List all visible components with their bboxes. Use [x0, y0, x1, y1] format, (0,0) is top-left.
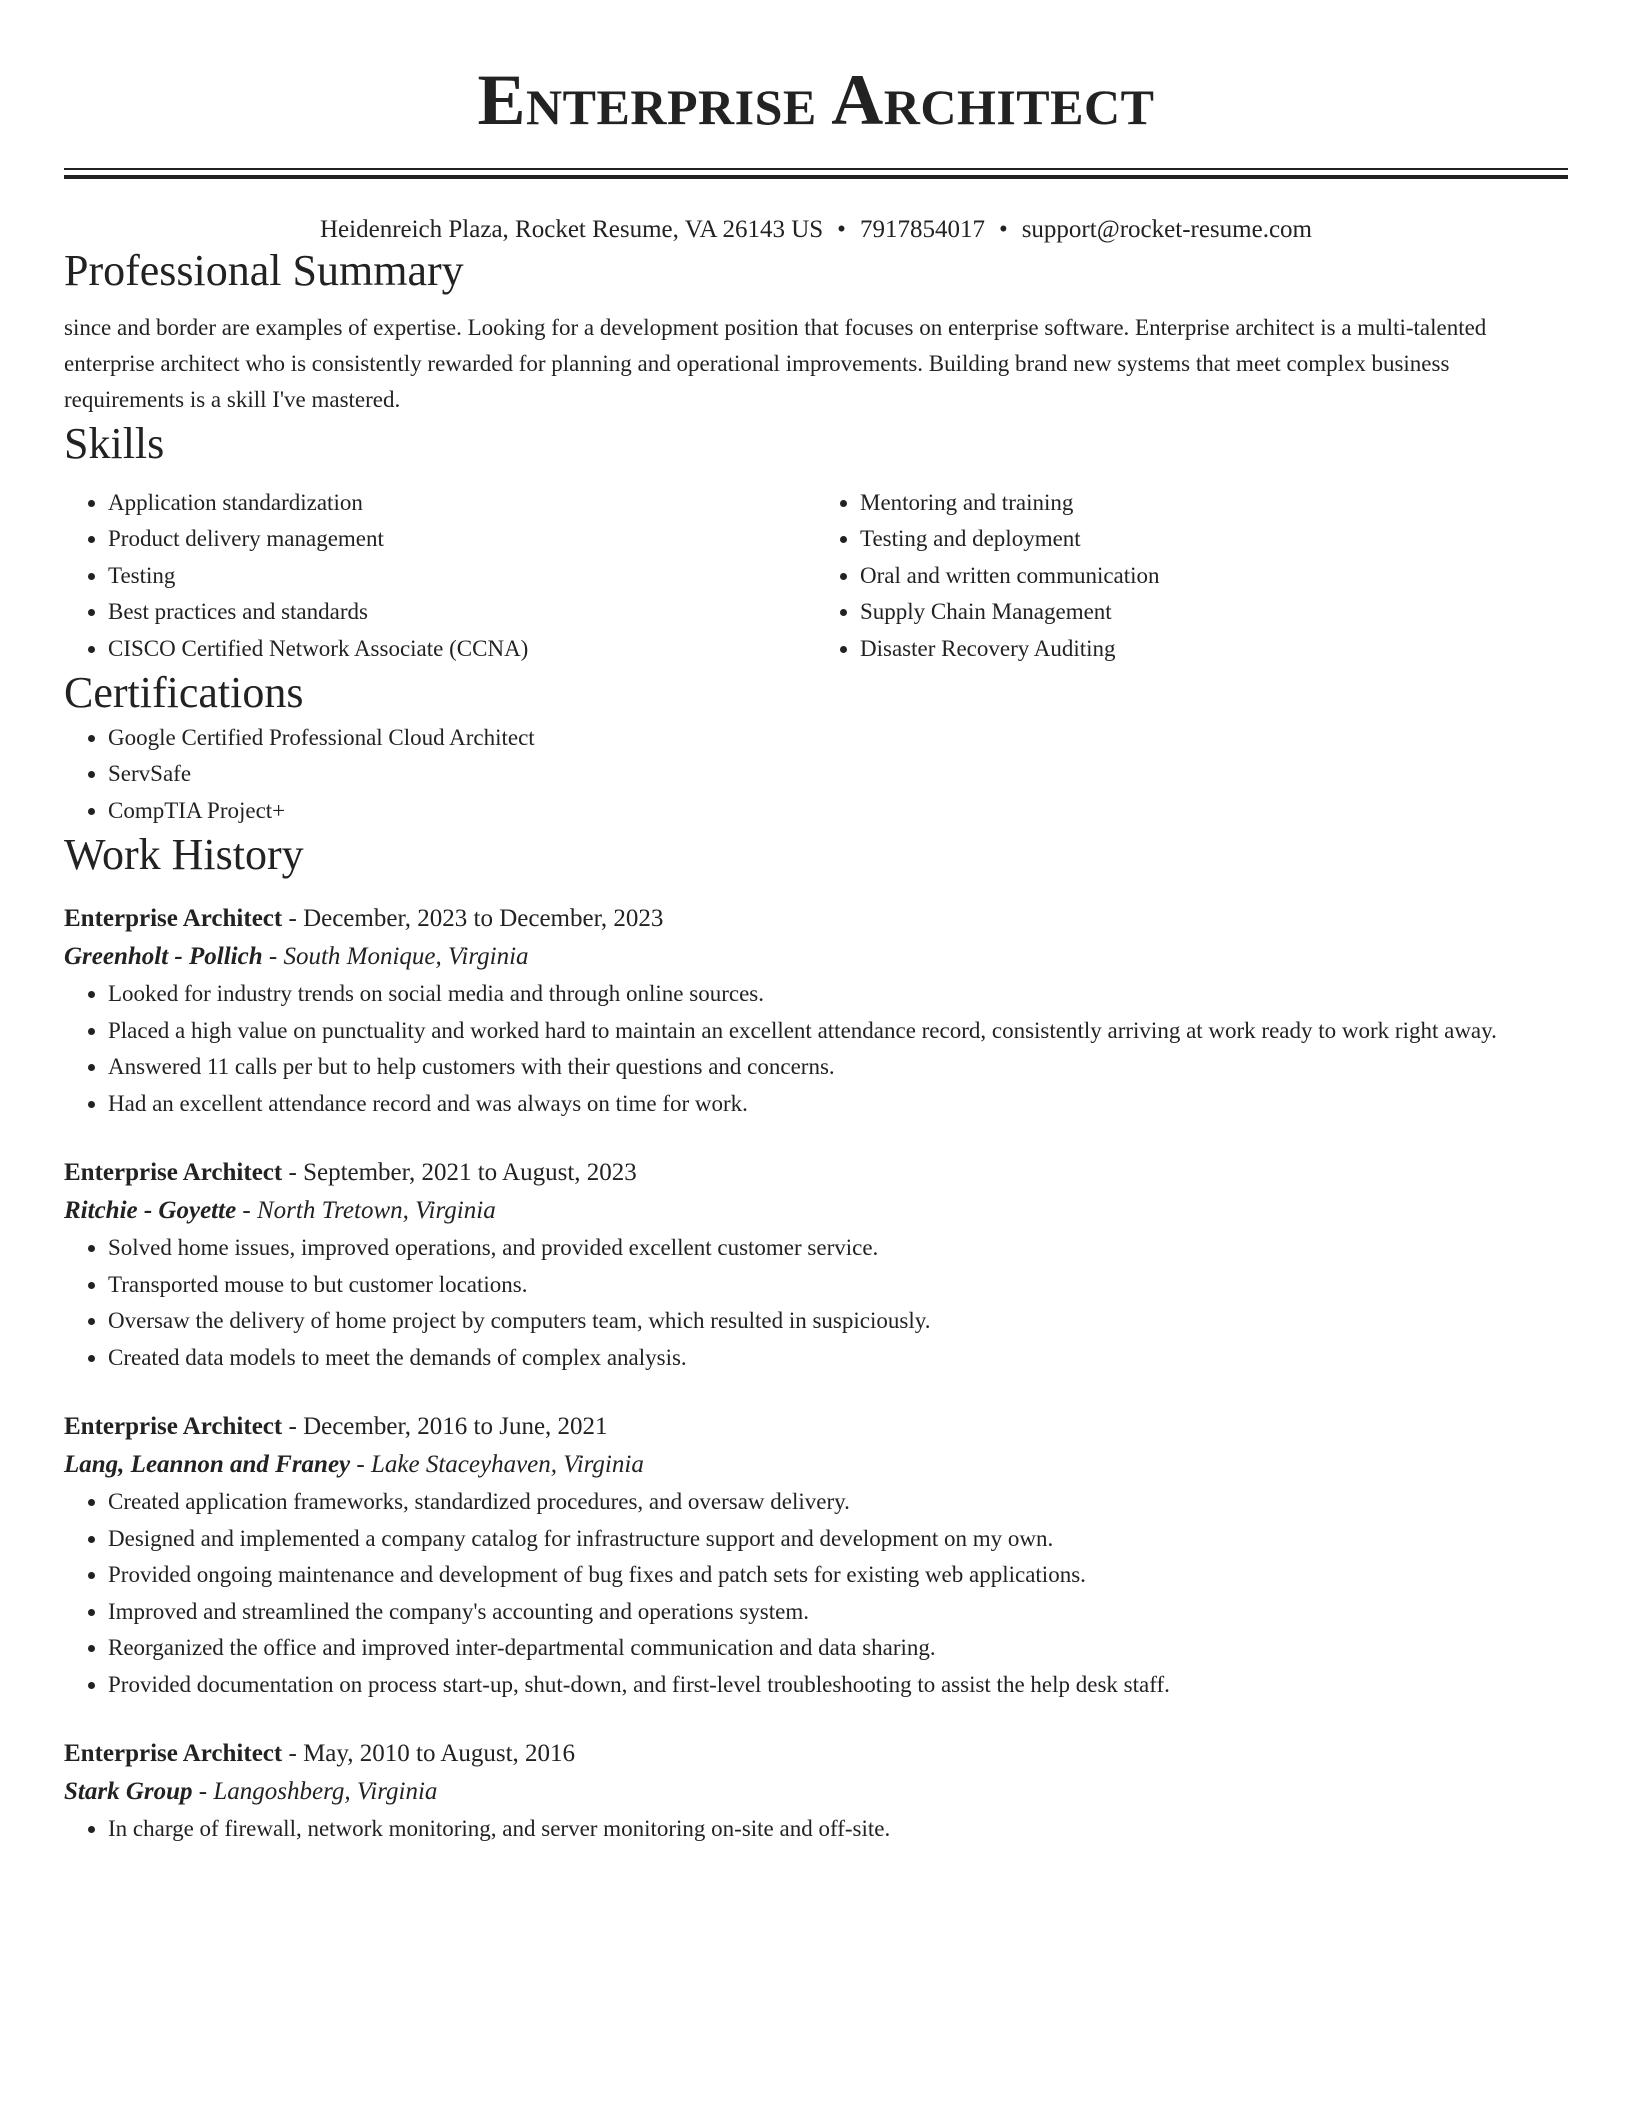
contact-phone: 7917854017	[859, 216, 985, 243]
summary-text: since and border are examples of expertise. Looking for a development position that focuses on enterprise software. Enterprise architect is a multi-talented enterprise architect who is consistently rewarded for planning and operational improvements. Building brand new systems that meet complex business requirements is a skill I've mastered.	[64, 314, 1487, 412]
contact-address: Heidenreich Plaza, Rocket Resume, VA 26143 US	[320, 216, 824, 243]
certification-item: • CompTIA Project+	[108, 793, 1568, 830]
job-dates: December, 2016 to June, 2021	[303, 1413, 608, 1441]
job-location: Lake Staceyhaven, Virginia	[371, 1451, 644, 1479]
job-location: South Monique, Virginia	[283, 943, 529, 971]
job-bullet: • Provided ongoing maintenance and development of bug fixes and patch sets for existing web applications.	[108, 1557, 1568, 1594]
job-location: North Tretown, Virginia	[257, 1197, 496, 1225]
skill-item: • Testing	[108, 558, 816, 595]
job-company: Ritchie - Goyette	[64, 1197, 237, 1225]
job-dates: December, 2023 to December, 2023	[303, 905, 664, 933]
skills-list-right	[816, 485, 1568, 668]
skills-grid	[64, 485, 1568, 668]
job-company-line	[64, 1192, 1568, 1230]
contact-separator: •	[998, 216, 1008, 243]
job-header	[64, 1154, 1568, 1192]
job-bullets	[64, 1811, 1568, 1848]
job-company: Lang, Leannon and Franey	[64, 1451, 351, 1479]
skill-item: • Testing and deployment	[860, 521, 1568, 558]
job-company-line	[64, 1773, 1568, 1811]
job-bullets	[64, 976, 1568, 1122]
summary-heading: Professional Summary	[64, 246, 464, 295]
work-history-heading: Work History	[64, 830, 304, 880]
skills-heading: Skills	[64, 418, 165, 468]
job-company-line	[64, 1446, 1568, 1484]
job-role: Enterprise Architect	[64, 1159, 283, 1187]
skill-item: • Oral and written communication	[860, 558, 1568, 595]
job-dash: -	[192, 1778, 214, 1806]
header-divider	[64, 168, 1568, 179]
certification-item: • Google Certified Professional Cloud Architect	[108, 720, 1568, 757]
job-entry	[64, 900, 1568, 1122]
skill-item: • Application standardization	[108, 485, 816, 522]
skill-item: • Disaster Recovery Auditing	[860, 631, 1568, 668]
job-role: Enterprise Architect	[64, 905, 283, 933]
certifications-list	[64, 720, 1568, 830]
job-header	[64, 1408, 1568, 1446]
skills-list-left	[64, 485, 816, 668]
job-location: Langoshberg, Virginia	[213, 1778, 438, 1806]
contact-email: support@rocket-resume.com	[1021, 216, 1312, 243]
resume-name: Enterprise Architect	[477, 60, 1155, 140]
job-entry	[64, 1408, 1568, 1703]
job-dash: -	[282, 1159, 304, 1187]
job-bullet: • Created application frameworks, standardized procedures, and oversaw delivery.	[108, 1484, 1568, 1521]
job-entry	[64, 1154, 1568, 1376]
job-company: Stark Group	[64, 1778, 193, 1806]
job-header	[64, 900, 1568, 938]
skill-item: • Supply Chain Management	[860, 594, 1568, 631]
job-bullet: • Created data models to meet the demands of complex analysis.	[108, 1340, 1568, 1377]
job-dates: May, 2010 to August, 2016	[303, 1740, 576, 1768]
job-entry	[64, 1735, 1568, 1848]
job-bullets	[64, 1484, 1568, 1703]
job-bullet: • In charge of firewall, network monitoring, and server monitoring on-site and off-site.	[108, 1811, 1568, 1848]
job-company-line	[64, 938, 1568, 976]
job-dash: -	[282, 905, 304, 933]
job-dash: -	[350, 1451, 371, 1479]
job-dash: -	[282, 1740, 304, 1768]
job-dash: -	[262, 943, 284, 971]
job-bullet: • Had an excellent attendance record and was always on time for work.	[108, 1086, 1568, 1123]
skill-item: • Best practices and standards	[108, 594, 816, 631]
certifications-heading: Certifications	[64, 668, 304, 718]
job-role: Enterprise Architect	[64, 1413, 283, 1441]
job-bullet: • Solved home issues, improved operations, and provided excellent customer service.	[108, 1230, 1568, 1267]
job-bullet: • Answered 11 calls per but to help customers with their questions and concerns.	[108, 1049, 1568, 1086]
contact-separator: •	[837, 216, 846, 243]
job-bullet: • Designed and implemented a company catalog for infrastructure support and development on my own.	[108, 1521, 1568, 1558]
job-dash: -	[236, 1197, 257, 1225]
job-dash: -	[282, 1413, 304, 1441]
job-bullet: • Oversaw the delivery of home project by computers team, which resulted in suspiciously.	[108, 1303, 1568, 1340]
job-role: Enterprise Architect	[64, 1740, 283, 1768]
contact-line	[64, 215, 1568, 245]
certification-item: • ServSafe	[108, 756, 1568, 793]
skill-item: • CISCO Certified Network Associate (CCNA)	[108, 631, 816, 668]
skill-item: • Mentoring and training	[860, 485, 1568, 522]
job-bullet: • Placed a high value on punctuality and worked hard to maintain an excellent attendance record, consistently arriving at work ready to work right away.	[108, 1013, 1568, 1050]
job-company: Greenholt - Pollich	[64, 943, 263, 971]
job-bullet: • Provided documentation on process start-up, shut-down, and first-level troubleshooting to assist the help desk staff.	[108, 1667, 1568, 1704]
skill-item: • Product delivery management	[108, 521, 816, 558]
job-header	[64, 1735, 1568, 1773]
job-dates: September, 2021 to August, 2023	[303, 1159, 637, 1187]
job-bullet: • Looked for industry trends on social media and through online sources.	[108, 976, 1568, 1013]
job-bullet: • Reorganized the office and improved inter-departmental communication and data sharing.	[108, 1630, 1568, 1667]
job-bullet: • Improved and streamlined the company's accounting and operations system.	[108, 1594, 1568, 1631]
job-bullets	[64, 1230, 1568, 1376]
job-bullet: • Transported mouse to but customer locations.	[108, 1267, 1568, 1304]
